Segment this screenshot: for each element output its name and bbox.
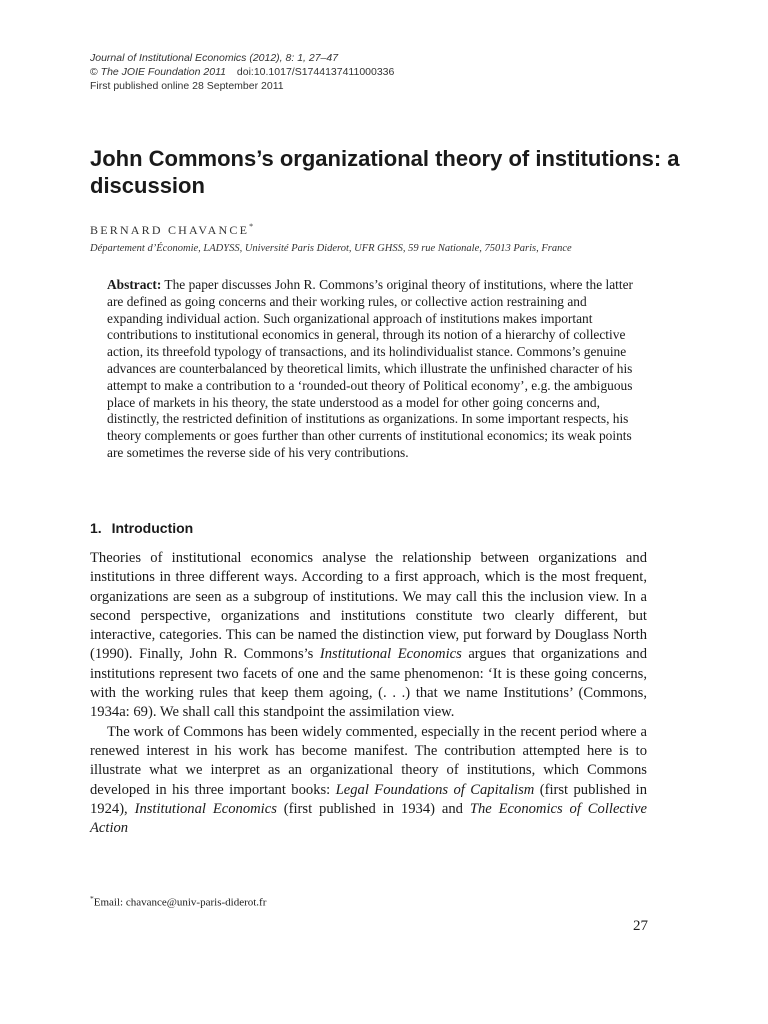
section-heading <box>90 520 193 536</box>
footnote-text: Email: chavance@univ-paris-diderot.fr <box>93 896 267 909</box>
paragraph-2 <box>90 723 647 839</box>
paragraph-1 <box>90 549 647 723</box>
body-text <box>90 549 647 838</box>
author-affiliation: Département d’Économie, LADYSS, Université Paris Diderot, UFR GHSS, 59 rue Nationale, 75013 Paris, France <box>90 243 572 254</box>
doi: doi:10.1017/S1744137411000336 <box>236 66 395 78</box>
paragraph-2-book-title-2: Institutional Economics <box>134 800 277 817</box>
paragraph-2-text-b: (first published in 1924), <box>90 781 648 817</box>
paragraph-2-text-a: The work of Commons has been widely commented, especially in the recent period where a renewed interest in his work has become manifest. The contribution attempted here is to illustrate what we interpret as an organizational theory of institutions, which Commons developed in his three important books: <box>90 723 647 798</box>
author-line <box>90 222 253 238</box>
footnote <box>90 894 266 909</box>
journal-citation: Journal of Institutional Economics (2012), 8: 1, 27–47 <box>90 52 339 64</box>
footnote-mark: * <box>90 894 94 903</box>
author-name: BERNARD CHAVANCE <box>90 223 250 237</box>
paragraph-1-text-a: Theories of institutional economics analyse the relationship between organizations and institutions in three different ways. According to a first approach, which is the most frequent, organizations are seen as a subgroup of institutions. We may call this the inclusion view. In a second perspective, organizations and institutions constitute two clearly different, but interactive, categories. This can be named the distinction view, put forward by Douglass North (1990). Finally, John R. Commons’s <box>90 550 647 663</box>
author-footnote-mark: * <box>249 222 254 231</box>
paragraph-1-text-b: argues that organizations and institutions represent two facets of one and the same phenomenon: ‘It is these going concerns, with the working rules that keep them agoing, (. . .) that we name Institutions’ (Commons, 1934a: 69). We shall call this standpoint the assimilation view. <box>90 646 647 721</box>
abstract-label: Abstract: <box>107 277 162 292</box>
section-title: Introduction <box>111 520 194 536</box>
publication-date: First published online 28 September 2011 <box>90 80 284 92</box>
copyright-symbol: © <box>90 66 98 78</box>
paragraph-1-book-title: Institutional Economics <box>319 646 462 663</box>
journal-metadata <box>90 51 650 93</box>
abstract <box>107 277 637 462</box>
copyright-holder: The JOIE Foundation 2011 <box>100 66 226 78</box>
article-title: John Commons’s organizational theory of institutions: a discussion <box>90 146 680 198</box>
paragraph-2-book-title-1: Legal Foundations of Capitalism <box>335 781 535 798</box>
page-number: 27 <box>633 918 648 934</box>
copyright-line <box>90 65 650 79</box>
paragraph-2-text-c: (first published in 1934) and <box>276 800 470 817</box>
abstract-text: The paper discusses John R. Commons’s original theory of institutions, where the latter are defined as going concerns and their working rules, or collective action restraining and expanding individual action. Such organizational approach of institutions makes important contributions to institutional economics in general, through its notion of a hierarchy of collective action, its threefold typology of transactions, and its holindividualist stance. Commons’s genuine advances are counterbalanced by theoretical limits, which illustrate the unfinished character of his attempt to make a contribution to a ‘rounded-out theory of Political economy’, e.g. the ambiguous place of markets in his theory, the state understood as a model for other going concerns and, distinctly, the restricted definition of institutions as organizations. In some important respects, his theory complements or goes further than other currents of institutional economics; its weak points are sometimes the reverse side of his very contributions. <box>107 277 634 460</box>
paragraph-2-book-title-3: The Economics of Collective Action <box>90 800 647 837</box>
section-number: 1. <box>90 520 102 536</box>
